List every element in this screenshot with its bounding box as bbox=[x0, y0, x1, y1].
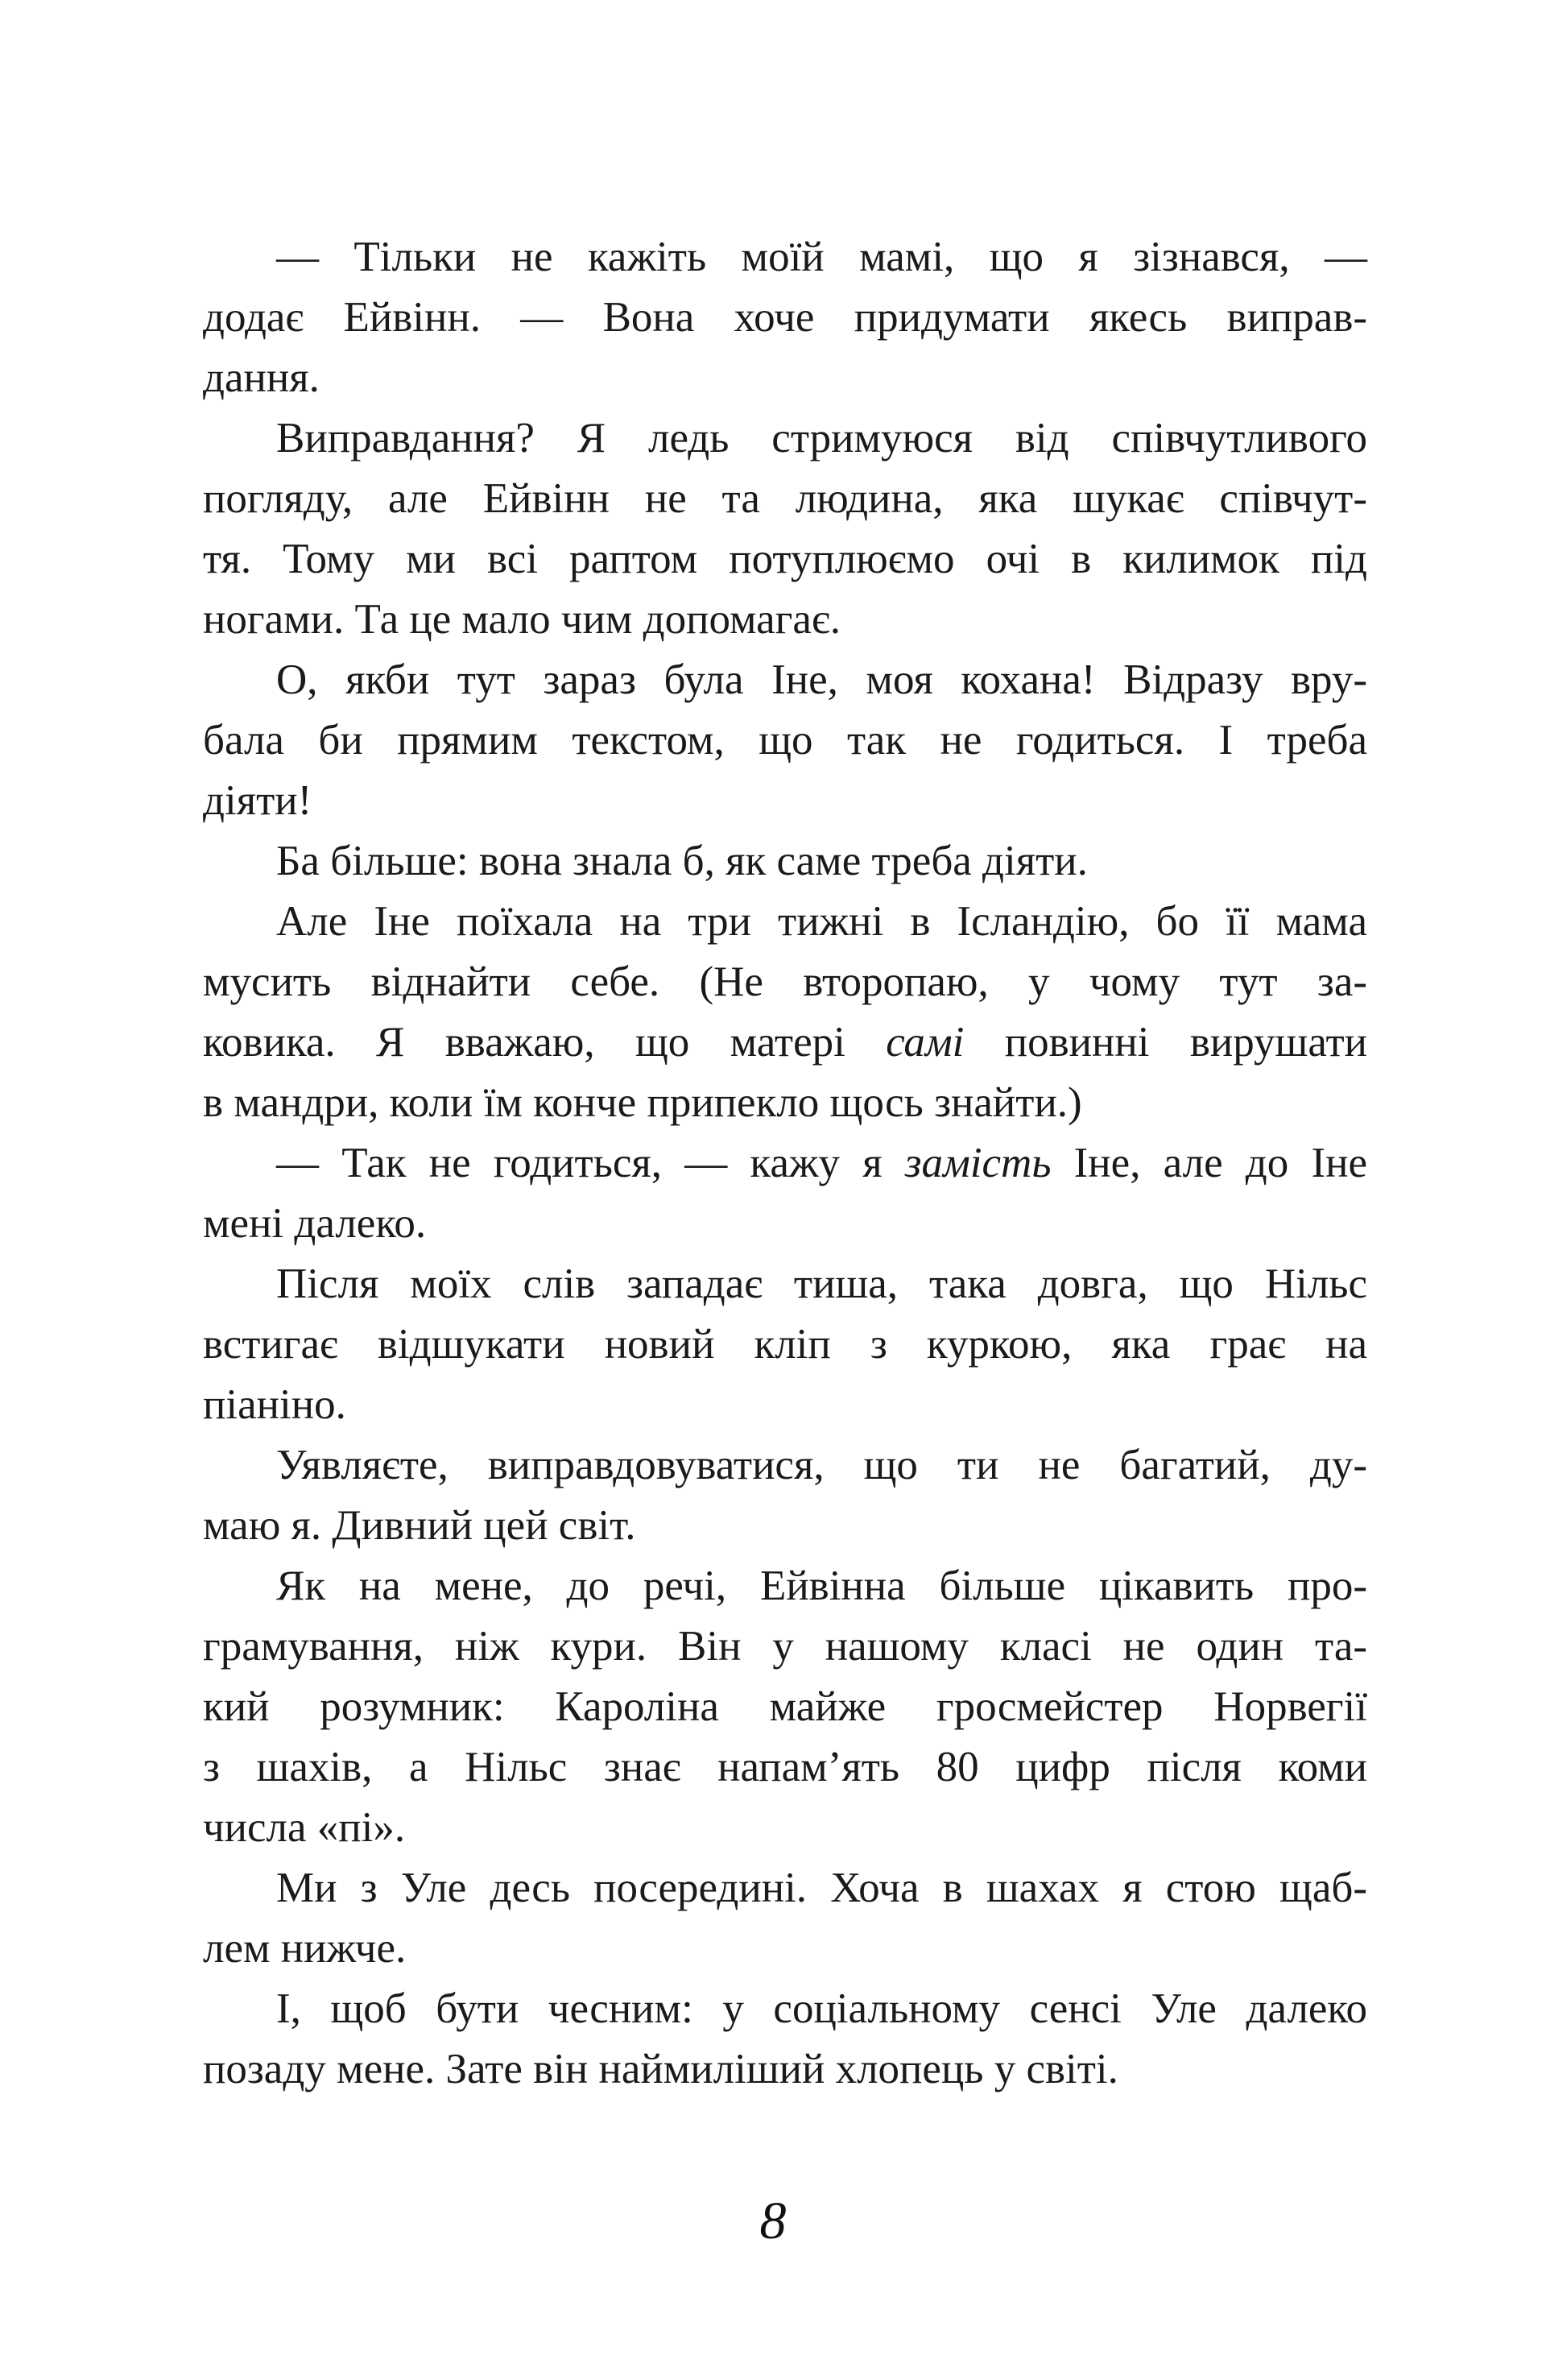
text-line: Після моїх слів западає тиша, така довга, що Нільс bbox=[276, 1260, 1367, 1307]
text-line: маю я. Дивний цей світ. bbox=[203, 1502, 636, 1549]
text-line: мусить віднайти себе. (Не второпаю, у чому тут за- bbox=[203, 958, 1367, 1005]
text-line: бала би прямим текстом, що так не годиться. І треба bbox=[203, 717, 1367, 764]
text-line: погляду, але Ейвінн не та людина, яка шукає співчут- bbox=[203, 475, 1367, 522]
emphasis: замість bbox=[904, 1140, 1052, 1186]
text-line: І, щоб бути чесним: у соціальному сенсі Уле далеко bbox=[276, 1985, 1367, 2032]
text-line: грамування, ніж кури. Він у нашому класі не один та- bbox=[203, 1623, 1367, 1670]
text-line: — Тільки не кажіть моїй мамі, що я зізнався, — bbox=[276, 234, 1367, 280]
text-line: Ба більше: вона знала б, як саме треба діяти. bbox=[276, 838, 1088, 884]
text-line: встигає відшукати новий кліп з куркою, яка грає на bbox=[203, 1321, 1367, 1368]
text-line: піаніно. bbox=[203, 1381, 346, 1428]
text-line: Як на мене, до речі, Ейвінна більше цікавить про- bbox=[276, 1563, 1367, 1609]
emphasis: самі bbox=[886, 1019, 965, 1066]
text-line: кий розумник: Кароліна майже гросмейстер Норвегії bbox=[203, 1683, 1367, 1730]
text-line: — Так не годиться, — кажу я замість Іне, але до Іне bbox=[276, 1140, 1368, 1186]
text-line: Але Іне поїхала на три тижні в Ісландію, бо її мама bbox=[276, 898, 1367, 945]
text-line: діяти! bbox=[203, 777, 312, 824]
text-line: Ми з Уле десь посередині. Хоча в шахах я стою щаб- bbox=[276, 1865, 1367, 1911]
text-line: ногами. Та це мало чим допомагає. bbox=[203, 596, 841, 643]
text-line: лем нижче. bbox=[203, 1925, 407, 1972]
text-line: числа «пі». bbox=[203, 1804, 406, 1851]
text-line: тя. Тому ми всі раптом потуплюємо очі в килимок під bbox=[203, 536, 1367, 582]
text-line: додає Ейвінн. — Вона хоче придумати якесь виправ- bbox=[203, 294, 1367, 341]
text-line: з шахів, а Нільс знає напам’ять 80 цифр після коми bbox=[203, 1744, 1367, 1790]
text-line: позаду мене. Зате він наймиліший хлопець у світі. bbox=[203, 2046, 1118, 2092]
text-line: ковика. Я вважаю, що матері самі повинні вирушати bbox=[203, 1019, 1367, 1066]
text-line: Виправдання? Я ледь стримуюся від співчутливого bbox=[276, 415, 1367, 462]
text-line: в мандри, коли їм конче припекло щось знайти.) bbox=[203, 1079, 1082, 1126]
text-line: Уявляєте, виправдовуватися, що ти не багатий, ду- bbox=[276, 1442, 1367, 1488]
text-line: мені далеко. bbox=[203, 1200, 427, 1247]
text-line: дання. bbox=[203, 354, 320, 401]
page-number: 8 bbox=[759, 2192, 787, 2250]
body-text bbox=[203, 227, 1367, 2100]
text-line: О, якби тут зараз була Іне, моя кохана! Відразу вру- bbox=[276, 656, 1367, 703]
